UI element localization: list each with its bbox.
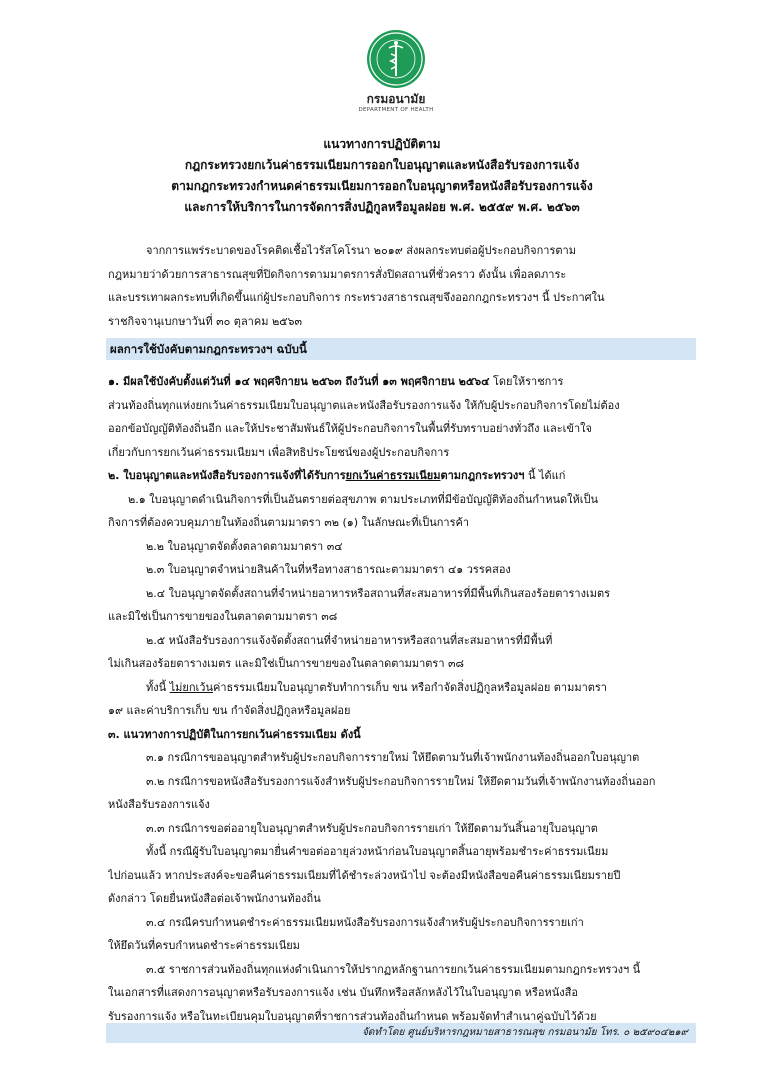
item3-line: ๓.๑ กรณีการขออนุญาตสำหรับผู้ประกอบกิจการรายใหม่ ให้ยึดตามวันที่เจ้าพนักงานท้องถิ่นออกใบอนุญาต	[146, 751, 640, 764]
item2-note-line: ๑๙ และค่าบริการเก็บ ขน กำจัดสิ่งปฏิกูลหรือมูลฝอย	[108, 704, 351, 717]
title-line: กฎกระทรวงยกเว้นค่าธรรมเนียมการออกใบอนุญาตและหนังสือรับรองการแจ้ง	[184, 158, 580, 172]
item1-lead-bold: ๑. มีผลใช้บังคับตั้งแต่วันที่ ๑๔ พฤศจิกายน ๒๕๖๓ ถึงวันที่ ๑๓ พฤศจิกายน ๒๕๖๔	[108, 375, 490, 388]
item2-line: ๒.๒ ใบอนุญาตจัดตั้งตลาดตามมาตรา ๓๔	[146, 539, 343, 553]
intro-line: ราชกิจจานุเบกษาวันที่ ๓๐ ตุลาคม ๒๕๖๓	[108, 314, 303, 328]
item2-line: ๒.๓ ใบอนุญาตจำหน่ายสินค้าในที่หรือทางสาธารณะตามมาตรา ๔๑ วรรคสอง	[146, 563, 511, 576]
item3-line: ๓.๔ กรณีครบกำหนดชำระค่าธรรมเนียมหนังสือรับรองการแจ้งสำหรับผู้ประกอบกิจการรายเก่า	[146, 915, 584, 929]
item1-lead-rest: โดยให้ราชการ	[489, 375, 564, 388]
item3-line: ทั้งนี้ กรณีผู้รับใบอนุญาตมายื่นคำขอต่ออายุล่วงหน้าก่อนใบอนุญาตสิ้นอายุพร้อมชำระค่าธรรมเนียม	[146, 845, 609, 858]
item3-line: หนังสือรับรองการแจ้ง	[108, 798, 210, 811]
item1-line: เกี่ยวกับการยกเว้นค่าธรรมเนียมฯ เพื่อสิทธิประโยชน์ของผู้ประกอบกิจการ	[108, 445, 450, 459]
document-title	[90, 134, 674, 218]
item2-line: ไม่เกินสองร้อยตารางเมตร และมิใช่เป็นการขายของในตลาดตามมาตรา ๓๘	[108, 657, 465, 670]
item3-line: ๓.๓ กรณีการขอต่ออายุใบอนุญาตสำหรับผู้ประกอบกิจการรายเก่า ให้ยึดตามวันสิ้นอายุใบอนุญาต	[146, 821, 598, 835]
ministry-seal-icon	[367, 30, 425, 88]
intro-line: และบรรเทาผลกระทบที่เกิดขึ้นแก่ผู้ประกอบกิจการ กระทรวงสาธารณสุขจึงออกกฎกระทรวงฯ นี้ ประกาศใน	[108, 291, 605, 304]
department-logo	[355, 30, 437, 124]
item3-line: ไปก่อนแล้ว หากประสงค์จะขอคืนค่าธรรมเนียมที่ได้ชำระล่วงหน้าไป จะต้องมีหนังสือขอคืนค่าธรรมเนียมรายปี	[108, 868, 621, 882]
item2-note-a: ทั้งนี้	[146, 680, 170, 694]
item2-line: กิจการที่ต้องควบคุมภายในท้องถิ่นตามมาตรา ๓๒ (๑) ในลักษณะที่เป็นการค้า	[108, 516, 470, 529]
title-line: ตามกฎกระทรวงกำหนดค่าธรรมเนียมการออกใบอนุญาตหรือหนังสือรับรองการแจ้ง	[171, 179, 593, 193]
item2-lead-rest: นี้ ได้แก่	[524, 469, 566, 482]
item1-lead	[108, 370, 694, 394]
item3-line: ๓.๕ ราชการส่วนท้องถิ่นทุกแห่งดำเนินการให้ปรากฏหลักฐานการยกเว้นค่าธรรมเนียมตามกฎกระทรวงฯ นี้	[146, 962, 641, 976]
item2-lead-a: ๒. ใบอนุญาตและหนังสือรับรองการแจ้งที่ได้รับการ	[108, 469, 346, 482]
item3-line: ในเอกสารที่แสดงการอนุญาตหรือรับรองการแจ้ง เช่น บันทึกหรือสลักหลังไว้ในใบอนุญาต หรือหนังสือ	[108, 986, 578, 999]
item1-line: ส่วนท้องถิ่นทุกแห่งยกเว้นค่าธรรมเนียมใบอนุญาตและหนังสือรับรองการแจ้ง ให้กับผู้ประกอบกิจการโดยไม่ต้อง	[108, 398, 620, 412]
footer-credit: จัดทำโดย ศูนย์บริหารกฎหมายสาธารณสุข กรมอนามัย โทร. ๐ ๒๕๙๐๔๒๑๙	[106, 1023, 696, 1043]
intro-line: จากการแพร่ระบาดของโรคติดเชื้อไวรัสโคโรนา ๒๐๑๙ ส่งผลกระทบต่อผู้ประกอบกิจการตาม	[146, 244, 576, 257]
item2-note-underlined: ไม่ยกเว้น	[169, 680, 213, 694]
item3-line: ให้ยึดวันที่ครบกำหนดชำระค่าธรรมเนียม	[108, 939, 300, 952]
item1-line: ออกข้อบัญญัติท้องถิ่นอีก และให้ประชาสัมพันธ์ให้ผู้ประกอบกิจการในพื้นที่รับทราบอย่างทั่วถึง และเข้าใจ	[108, 422, 592, 435]
item2-lead	[108, 464, 694, 488]
item2-lead-b: ตามกฎกระทรวงฯ	[440, 469, 525, 482]
item2-line: ๒.๔ ใบอนุญาตจัดตั้งสถานที่จำหน่ายอาหารหรือสถานที่สะสมอาหารที่มีพื้นที่เกินสองร้อยตารางเมตร	[146, 586, 611, 600]
item3-heading: ๓. แนวทางการปฏิบัติในการยกเว้นค่าธรรมเนียม ดังนี้	[108, 727, 361, 741]
item2-note	[108, 676, 694, 700]
item2-line: และมิใช่เป็นการขายของในตลาดตามมาตรา ๓๘	[108, 610, 338, 623]
intro-line: กฎหมายว่าด้วยการสาธารณสุขที่ปิดกิจการตามมาตรการสั่งปิดสถานที่ชั่วคราว ดังนั้น เพื่อลดภาระ	[108, 267, 567, 281]
intro-paragraph	[108, 239, 694, 333]
rules-section	[108, 370, 694, 1028]
department-name-en: DEPARTMENT OF HEALTH	[358, 107, 434, 113]
department-name-th: กรมอนามัย	[366, 92, 426, 106]
item2-note-b: ค่าธรรมเนียมใบอนุญาตรับทำการเก็บ ขน หรือกำจัดสิ่งปฏิกูลหรือมูลฝอย ตามมาตรา	[213, 680, 607, 694]
title-line: แนวทางการปฏิบัติตาม	[323, 137, 441, 151]
title-line: และการให้บริการในการจัดการสิ่งปฏิกูลหรือมูลฝอย พ.ศ. ๒๕๕๙ พ.ศ. ๒๕๖๓	[184, 200, 580, 214]
item3-line: ๓.๒ กรณีการขอหนังสือรับรองการแจ้งสำหรับผู้ประกอบกิจการรายใหม่ ให้ยึดตามวันที่เจ้าพนักงานท้องถิ่นออก	[146, 774, 656, 788]
item2-lead-underlined: ยกเว้นค่าธรรมเนียม	[345, 469, 441, 482]
item3-line: รับรองการแจ้ง หรือในทะเบียนคุมใบอนุญาตที่ราชการส่วนท้องถิ่นกำหนด พร้อมจัดทำสำเนาคู่ฉบับไว้ด้วย	[108, 1009, 597, 1023]
item2-line: ๒.๑ ใบอนุญาตดำเนินกิจการที่เป็นอันตรายต่อสุขภาพ ตามประเภทที่มีข้อบัญญัติท้องถิ่นกำหนดให้เป็น	[128, 492, 599, 506]
effect-section-heading: ผลการใช้บังคับตามกฎกระทรวงฯ ฉบับนี้	[106, 338, 696, 360]
item3-line: ดังกล่าว โดยยื่นหนังสือต่อเจ้าพนักงานท้องถิ่น	[108, 892, 321, 905]
item2-line: ๒.๕ หนังสือรับรองการแจ้งจัดตั้งสถานที่จำหน่ายอาหารหรือสถานที่สะสมอาหารที่มีพื้นที่	[146, 633, 553, 647]
